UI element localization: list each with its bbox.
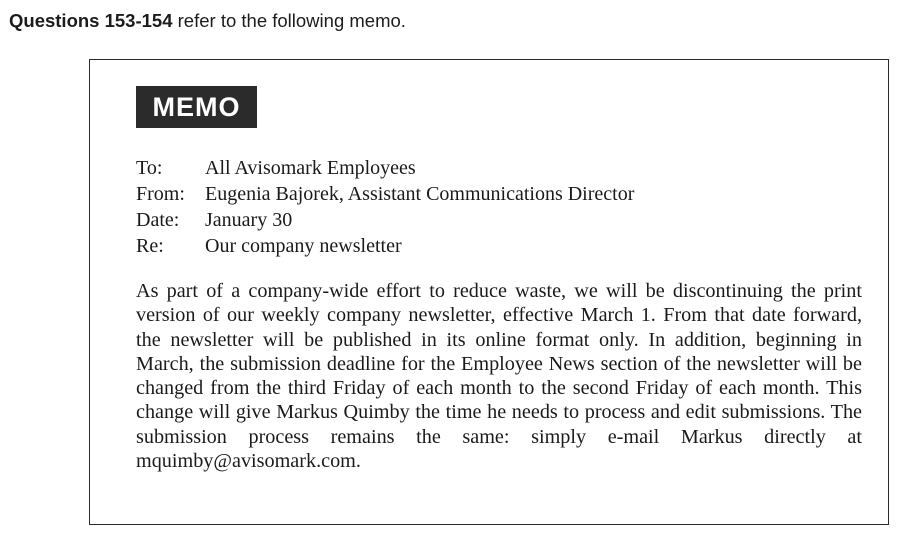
memo-title-badge: MEMO bbox=[136, 86, 257, 128]
header-label: Date: bbox=[136, 209, 180, 231]
header-value: All Avisomark Employees bbox=[205, 157, 416, 179]
header-label: From: bbox=[136, 183, 185, 205]
header-label: Re: bbox=[136, 235, 164, 257]
header-value: Eugenia Bajorek, Assistant Communications Director bbox=[205, 183, 635, 205]
memo-body-paragraph: As part of a company-wide effort to reduce waste, we will be discontinuing the print version of our weekly company newsletter, effective March 1. From that date forward, the newsletter will be published in its online format only. In addition, beginning in March, the submission deadline for the Employee News section of the newsletter will be changed from the third Friday of each month to the second Friday of each month. This change will give Markus Quimby the time he needs to process and edit submissions. The submission process remains the same: simply e-mail Markus directly at mquimby@avisomark.com. bbox=[136, 280, 862, 473]
memo-header bbox=[136, 155, 634, 259]
question-text: refer to the following memo. bbox=[177, 10, 406, 31]
header-value: Our company newsletter bbox=[205, 235, 402, 257]
question-instruction bbox=[9, 9, 406, 33]
memo-header-from bbox=[136, 181, 634, 207]
memo-header-re bbox=[136, 233, 634, 259]
memo-header-to bbox=[136, 155, 634, 181]
memo-header-date bbox=[136, 207, 634, 233]
question-range: Questions 153-154 bbox=[9, 10, 173, 31]
header-value: January 30 bbox=[205, 209, 293, 231]
header-label: To: bbox=[136, 157, 163, 179]
